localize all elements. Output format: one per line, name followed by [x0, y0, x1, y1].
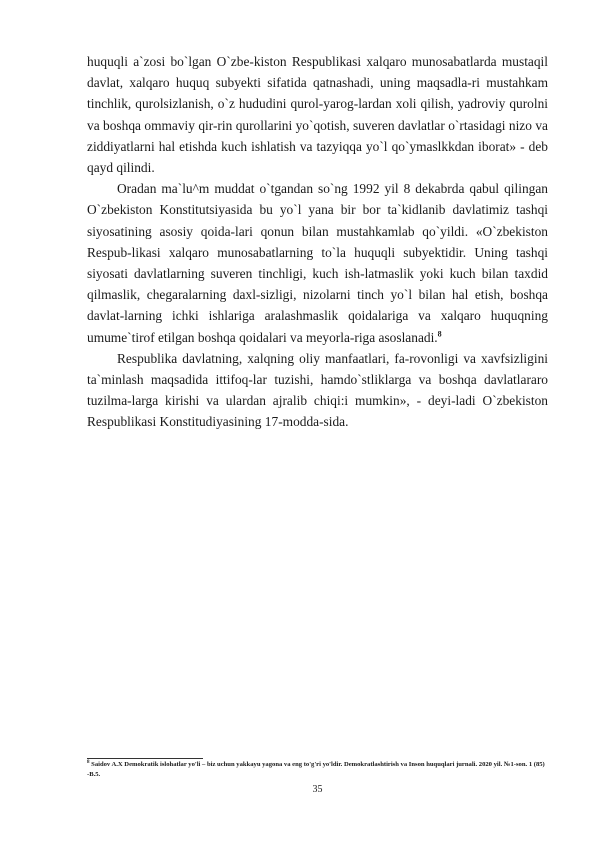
footnote — [87, 760, 548, 780]
footnote-reference[interactable]: 8 — [437, 329, 442, 339]
paragraph-3: Respublika davlatning, xalqning oliy manfaatlari, fa-rovonligi va xavfsizligini ta`minlash maqsadida ittifoq-lar tuzishi, hamdo`stliklarga va boshqa davlatlararo tuzilma-larga kirishi va ulardan ajralib chiqi:i mumkin», - deyi-ladi O`zbekiston Respublikasi Konstitudiyasining 17-modda-sida. — [87, 350, 548, 430]
footnote-text: Saidov A.X Demokratik islohatlar yo'li – biz uchun yakkayu yagona va eng to'g'ri yo'ldir. Demokratlashtirish va Inson huquqlari jurnali. 2020 yil. №1-son. 1 (85) -B.5. — [87, 761, 545, 778]
paragraph-2 — [87, 178, 548, 348]
body-text — [87, 51, 548, 433]
paragraph-1: huquqli a`zosi bo`lgan O`zbe-kiston Respublikasi xalqaro munosabatlarda mustaqil davlat, xalqaro huquq subyekti sifatida qatnashadi, uning maqsadla-ri mustahkam tinchlik, qurolsizlanish, o`z hududini qurol-yarog-lardan xoli qilish, yadroviy qurolni va boshqa ommaviy qir-rin qurollarini yo`qotish, suveren davlatlar o`rtasidagi nizo va ziddiyatlarni hal etishda kuch ishlatish va tazyiqqa yo`l qo`ymaslkkdan iborat» - deb qayd qilindi. — [87, 54, 548, 176]
footnote-divider — [87, 758, 203, 759]
footnote-number: 8 — [87, 759, 90, 765]
paragraph-2-text: Oradan ma`lu^m muddat o`tgandan so`ng 1992 yil 8 dekabrda qabul qilingan O`zbekiston Konstitutsiyasida bu yo`l yana bir bor ta`kidlanib davlatimiz tashqi siyosatining asosiy qoida-lari qonun bilan mustahkamlab qo`yildi. «O`zbekiston Respub-likasi xalqaro munosabatlarning to`la huquqli subyektidir. Uning tashqi siyosati davlatlarning suveren tinchligi, kuch ish-latmaslik yoki kuch bilan taxdid qilmaslik, chegaralarning daxl-sizligi, nizolarni tinch yo`l bilan hal etish, boshqa davlat-larning ichki ishlariga aralashmaslik qoidalariga va xalqaro huquqning umume`tirof etilgan boshqa qoidalari va meyorla-riga asoslanadi. — [87, 181, 548, 345]
page-number: 35 — [312, 784, 323, 795]
